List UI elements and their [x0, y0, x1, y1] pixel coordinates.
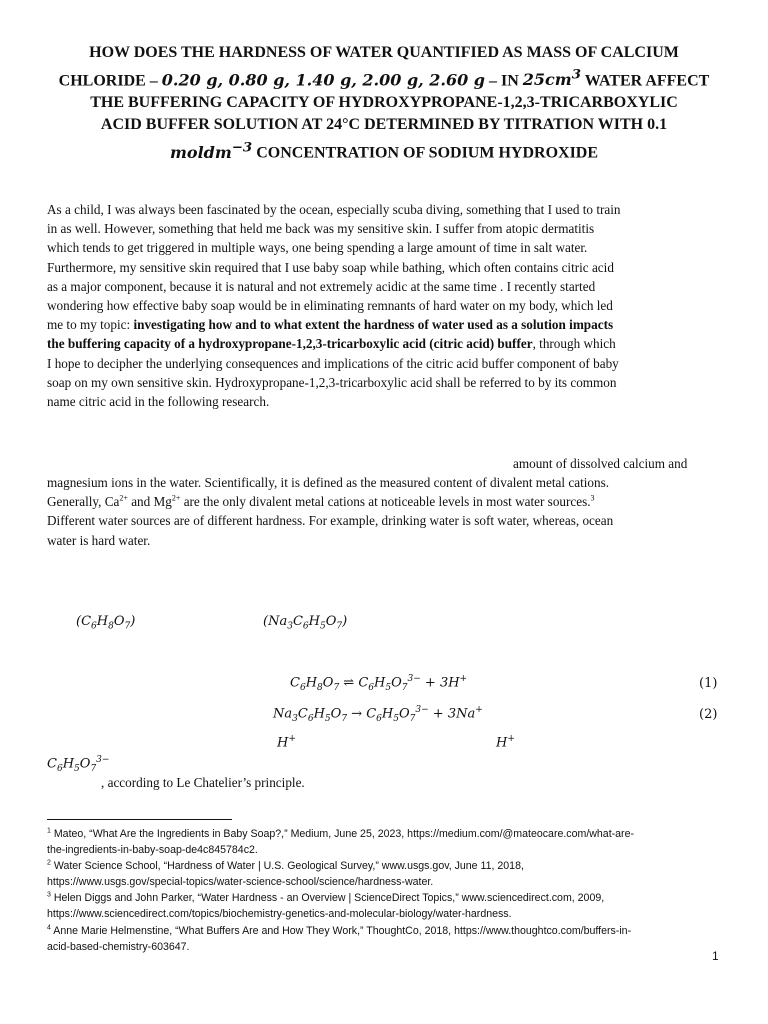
equation-1: $C_6H_8O_7$ ⇌ $C_6H_5O_7^{3-} + 3H^+$ — [290, 674, 468, 693]
hardness-line: Different water sources are of different hardness. For example, drinking water is soft water, whereas, ocean — [47, 513, 614, 529]
intro-line: as a major component, because it is natural and not extremely acidic at the same time . I recently started — [47, 278, 596, 294]
title-line-4: ACID BUFFER SOLUTION AT 24°C DETERMINED BY TITRATION WITH 0.1 — [100, 116, 668, 134]
le-chatelier-text: , according to Le Chatelier’s principle. — [101, 775, 305, 790]
intro-line: me to my topic: investigating how and to what extent the hardness of water used as a solution impacts — [47, 317, 614, 333]
research-question: investigating how and to what extent the hardness of water used as a solution impacts — [133, 317, 614, 333]
intro-line: I hope to decipher the underlying consequences and implications of the citric acid buffer component of baby — [47, 355, 619, 371]
research-question-cont: the buffering capacity of a hydroxypropane-1,2,3-tricarboxylic acid (citric acid) buffer — [47, 336, 533, 352]
hydrogen-ion-label: H+ — [277, 734, 296, 751]
concentration-unit: moldm$^{-3}$ — [169, 139, 253, 162]
equation-2: $Na_3C_6H_5O_7 \to C_6H_5O_7^{3-} + 3Na^+$ — [273, 705, 483, 724]
intro-paragraph — [47, 200, 727, 411]
title-line-1: HOW DOES THE HARDNESS OF WATER QUANTIFIED AS MASS OF CALCIUM — [89, 44, 679, 61]
sodium-citrate-formula: $(Na_3C_6H_5O_7)$ — [263, 614, 348, 632]
footnote-ref: 3 — [590, 493, 595, 503]
page-number: 1 — [712, 949, 719, 963]
intro-line: As a child, I was always been fascinated by the ocean, especially scuba diving, something that I used to train — [47, 202, 621, 217]
title-line-3: THE BUFFERING CAPACITY OF HYDROXYPROPANE-1,2,3-TRICARBOXYLIC — [90, 94, 678, 112]
intro-line: wondering how effective baby soap would be in eliminating remnants of hard water on my body, which led — [47, 298, 613, 314]
intro-line: soap on my own sensitive skin. Hydroxypropane-1,2,3-tricarboxylic acid shall be referred to by its common — [47, 374, 617, 390]
intro-line: which tends to get triggered in multiple ways, one being spending a large amount of time in salt water. — [47, 240, 588, 256]
footnote-4: $^4$ Anne Marie Helmenstine, “What Buffers Are and How They Work,” ThoughtCo, 2018, https://www.thoughtco.com/buffers-in- — [47, 924, 632, 937]
intro-line: in as well. However, something that held me back was my sensitive skin. I suffer from atopic dermatitis — [47, 221, 595, 237]
footnote-1: $^1$ Mateo, “What Are the Ingredients in Baby Soap?,” Medium, June 25, 2023, https://medium.com/@mateocare.com/what-are- — [47, 827, 635, 840]
hardness-line: water is hard water. — [47, 532, 151, 548]
footnote-3: $^3$ Helen Diggs and John Parker, “Water Hardness - an Overview | ScienceDirect Topics,” www.sciencedirect.com, 2009, — [47, 891, 605, 905]
title-line-5: moldm$^{-3}$ CONCENTRATION OF SODIUM HYDROXIDE — [169, 139, 599, 162]
intro-line: name citric acid in the following research. — [47, 394, 270, 410]
footnotes — [47, 826, 737, 955]
equation-1-number: (1) — [699, 676, 718, 691]
hardness-line: Generally, $Ca^{2+}$ and $Mg^{2+}$ are the only divalent metal cations at noticeable levels in most water sources.$^3$ — [47, 493, 595, 510]
intro-line: Furthermore, my sensitive skin required that I use baby soap while bathing, which often contains citric acid — [47, 259, 614, 275]
hardness-paragraph — [47, 473, 737, 550]
water-volume: $25cm^3$ — [522, 67, 581, 90]
citric-acid-formula: $(C_6H_8O_7)$ — [76, 614, 136, 632]
hardness-line: amount of dissolved calcium and — [513, 456, 688, 471]
footnote-1-cont: the-ingredients-in-baby-soap-de4c845784c2. — [47, 844, 258, 857]
title-line-2: CHLORIDE – 0.20 g, 0.80 g, 1.40 g, 2.00 g, 2.60 g – IN $25cm^3$ WATER AFFECT — [58, 67, 710, 90]
footnote-2-cont: https://www.usgs.gov/special-topics/water-science-school/science/hardness-water. — [47, 876, 434, 889]
equation-2-number: (2) — [699, 707, 718, 722]
hydrogen-ion-label: H+ — [496, 734, 515, 751]
document-title — [40, 42, 728, 165]
hardness-line: magnesium ions in the water. Scientifically, it is defined as the measured content of divalent metal cations. — [47, 475, 610, 490]
intro-line: the buffering capacity of a hydroxypropane-1,2,3-tricarboxylic acid (citric acid) buffer, through which — [47, 336, 616, 352]
footnote-4-cont: acid-based-chemistry-603647. — [47, 940, 190, 953]
footnote-3-cont: https://www.sciencedirect.com/topics/biochemistry-genetics-and-molecular-biology/water-hardness. — [47, 908, 512, 921]
calcium-chloride-masses: 0.20 g, 0.80 g, 1.40 g, 2.00 g, 2.60 g — [161, 70, 485, 90]
citrate-ion-label: $C_6H_5O_7^{3-}$ — [47, 755, 110, 774]
footnote-divider — [47, 819, 232, 820]
footnote-2: $^2$ Water Science School, “Hardness of Water | U.S. Geological Survey,” www.usgs.gov, June 11, 2018, — [47, 859, 524, 873]
